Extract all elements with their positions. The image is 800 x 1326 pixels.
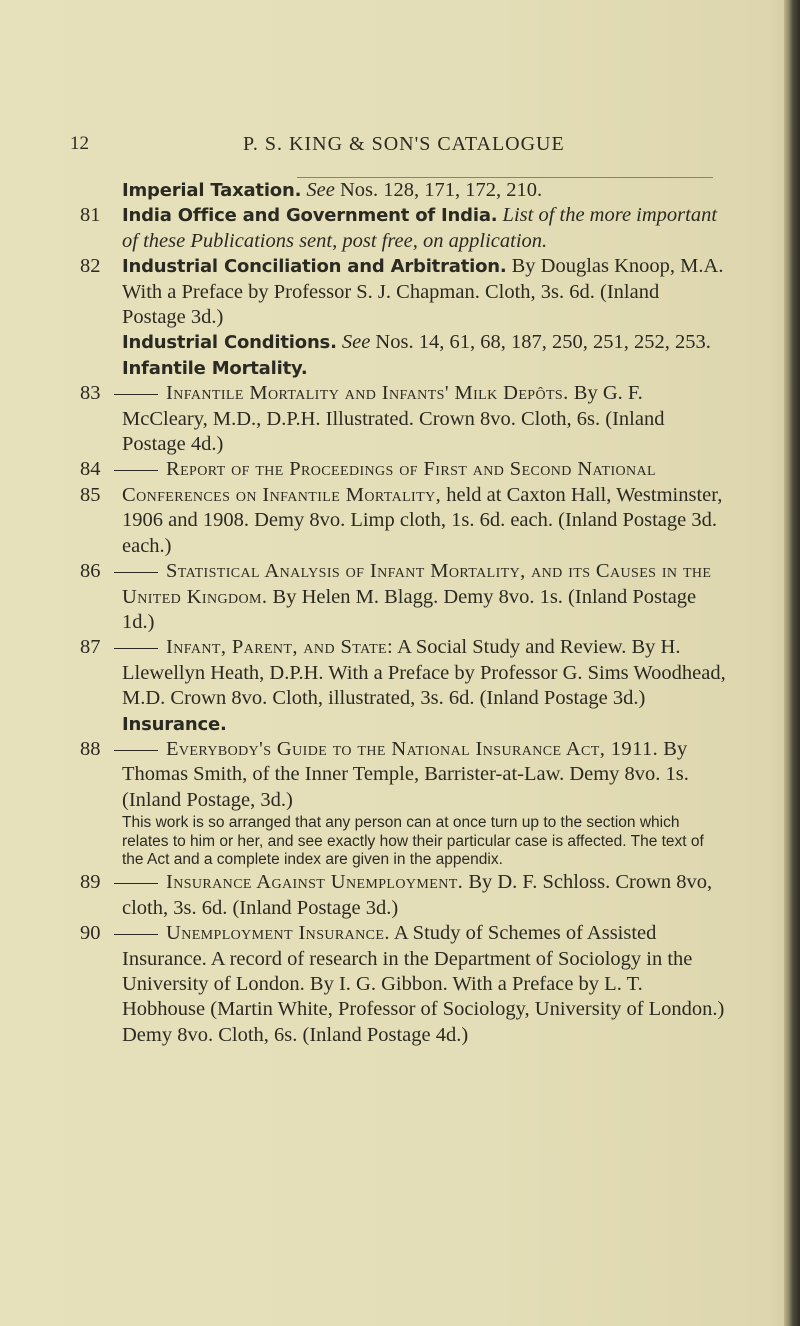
section-heading: Insurance.	[122, 713, 227, 735]
entry-industrial-conditions	[104, 330, 728, 355]
page-header	[0, 133, 800, 163]
entry-title: Everybody's Guide to the National Insurance Act, 1911.	[166, 737, 659, 760]
entry-infantile-mortality	[104, 356, 728, 381]
entry-title: Statistical Analysis of Infant Mortality, and its Causes in the United Kingdom.	[122, 560, 712, 608]
entry-88-note: This work is so arranged that any person can at once turn up to the section which relates to him or her, and see exactly how their particular case is affected. The text of the Act and a complete index are given in the appendix.	[122, 814, 704, 868]
see-label: See	[306, 179, 335, 201]
ditto-dash	[114, 470, 158, 471]
entry-82	[80, 254, 728, 330]
entry-87	[80, 635, 728, 711]
entry-number: 88	[80, 737, 101, 760]
entry-title: Report of the Proceedings of First and Second National Conferences on Infantile Mortality,	[122, 458, 656, 506]
entry-title: Insurance Against Unemployment.	[166, 871, 464, 894]
entry-description: List of the more important of these Publications sent, post free, on application.	[122, 204, 718, 252]
entry-details: held at Caxton Hall, Westminster, 1906 and 1908. Demy 8vo. Limp cloth, 1s. 6d. each. (Inland Postage 3d. each.)	[122, 483, 723, 557]
entry-number: 84	[80, 458, 101, 481]
cross-references: Nos. 14, 61, 68, 187, 250, 251, 252, 253.	[375, 331, 711, 354]
entry-89	[80, 870, 728, 921]
entry-details: A Study of Schemes of Assisted Insurance. A record of research in the Department of Sociology in the University of London. By I. G. Gibbon. With a Preface by L. T. Hobhouse (Martin White, Professor of Sociology, University of London.) Demy 8vo. Cloth, 6s. (Inland Postage 4d.)	[122, 922, 725, 1046]
entry-number: 87	[80, 636, 101, 659]
ditto-dash	[114, 750, 158, 751]
entry-heading: India Office and Government of India.	[122, 205, 498, 227]
entry-84	[80, 457, 728, 559]
catalogue-entries	[80, 178, 728, 1048]
entry-insurance	[104, 712, 728, 737]
entry-number-2: 85	[80, 483, 101, 506]
entry-number: 81	[80, 204, 101, 227]
entry-number: 82	[80, 255, 101, 278]
entry-title: Infantile Mortality and Infants' Milk Depôts.	[166, 382, 569, 405]
ditto-dash	[114, 883, 158, 884]
entry-heading: Industrial Conciliation and Arbitration.	[122, 256, 507, 278]
entry-imperial-taxation	[104, 178, 728, 203]
entry-90	[80, 921, 728, 1048]
entry-number: 83	[80, 382, 101, 405]
ditto-dash	[114, 934, 158, 935]
entry-88	[80, 737, 728, 813]
entry-details: By D. F. Schloss. Crown 8vo, cloth, 3s. 6d. (Inland Postage 3d.)	[122, 871, 713, 919]
section-heading: Infantile Mortality.	[122, 357, 308, 379]
entry-number: 89	[80, 871, 101, 894]
cross-references: Nos. 128, 171, 172, 210.	[339, 179, 543, 201]
running-head: P. S. KING & SON'S CATALOGUE	[243, 133, 565, 155]
entry-details: By Douglas Knoop, M.A. With a Preface by Professor S. J. Chapman. Cloth, 3s. 6d. (Inland Postage 3d.)	[122, 255, 724, 329]
entry-details: By G. F. McCleary, M.D., D.P.H. Illustrated. Crown 8vo. Cloth, 6s. (Inland Postage 4d.)	[122, 382, 665, 456]
entry-86	[80, 559, 728, 635]
ditto-dash	[114, 572, 158, 573]
entry-details: A Social Study and Review. By H. Llewellyn Heath, D.P.H. With a Preface by Professor G. Sims Woodhead, M.D. Crown 8vo. Cloth, illustrated, 3s. 6d. (Inland Postage 3d.)	[122, 636, 726, 710]
entry-81	[80, 203, 728, 254]
ditto-dash	[114, 394, 158, 395]
ditto-dash	[114, 648, 158, 649]
entry-number: 86	[80, 560, 101, 583]
entry-number: 90	[80, 922, 101, 945]
book-fore-edge	[784, 0, 800, 1326]
entry-83	[80, 381, 728, 457]
entry-details: By Thomas Smith, of the Inner Temple, Barrister-at-Law. Demy 8vo. 1s. (Inland Postage, 3d.)	[122, 737, 689, 811]
entry-details: By Helen M. Blagg. Demy 8vo. 1s. (Inland Postage 1d.)	[122, 585, 697, 633]
page-number: 12	[70, 133, 89, 154]
see-label: See	[341, 331, 371, 354]
entry-heading: Imperial Taxation.	[122, 180, 302, 201]
entry-heading: Industrial Conditions.	[122, 332, 337, 354]
entry-title: Unemployment Insurance.	[166, 922, 390, 945]
entry-title: Infant, Parent, and State:	[166, 636, 394, 659]
